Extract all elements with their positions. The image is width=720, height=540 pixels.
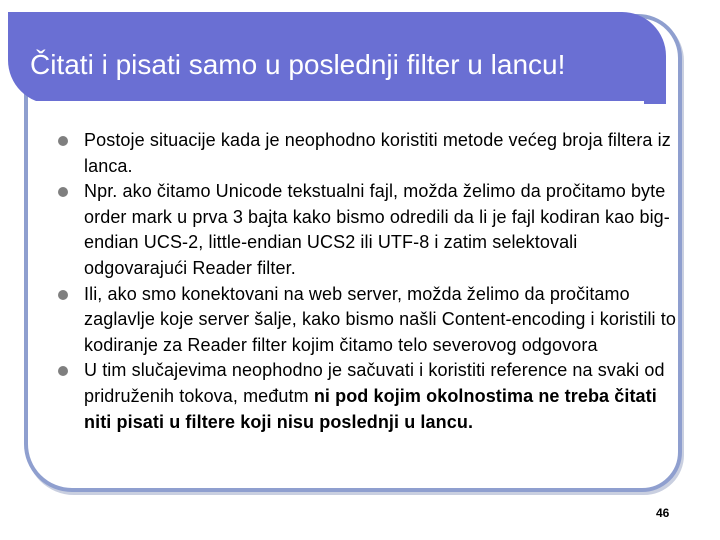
bullet-dot-icon — [58, 290, 68, 300]
bullet-item — [58, 282, 678, 359]
title-underline — [28, 101, 644, 105]
bullet-item — [58, 179, 678, 281]
bullet-dot-icon — [58, 136, 68, 146]
bullet-text: Postoje situacije kada je neophodno koristiti metode većeg broja filtera iz lanca. — [84, 130, 671, 176]
bullet-item — [58, 128, 678, 179]
bullet-text: Npr. ako čitamo Unicode tekstualni fajl, možda želimo da pročitamo byte order mark u prva 3 bajta kako bismo odredili da li je fajl kodiran kao big-endian UCS-2, little-endian UCS2 ili UTF-8 i zatim selektovali odgovarajući Reader filter. — [84, 181, 670, 278]
bullet-text: Ili, ako smo konektovani na web server, možda želimo da pročitamo zaglavlje koje server šalje, kako bismo našli Content-encoding i koristili to kodiranje za Reader filter kojim čitamo telo severovog odgovora — [84, 283, 676, 355]
bullet-bold-text: ni pod kojim okolnostima ne treba čitati niti pisati u filtere koji nisu poslednji u lancu. — [84, 385, 657, 432]
page-number: 46 — [656, 506, 670, 520]
bullet-item — [58, 358, 678, 435]
bullet-dot-icon — [58, 366, 68, 376]
title-bar — [8, 12, 666, 104]
bullet-text: U tim slučajevima neophodno je sačuvati i koristiti reference na svaki od pridruženih tokova, međutm — [84, 360, 665, 406]
bullet-list — [58, 128, 678, 435]
bullet-dot-icon — [58, 187, 68, 197]
slide-title: Čitati i pisati samo u poslednji filter u lancu! — [30, 49, 566, 80]
